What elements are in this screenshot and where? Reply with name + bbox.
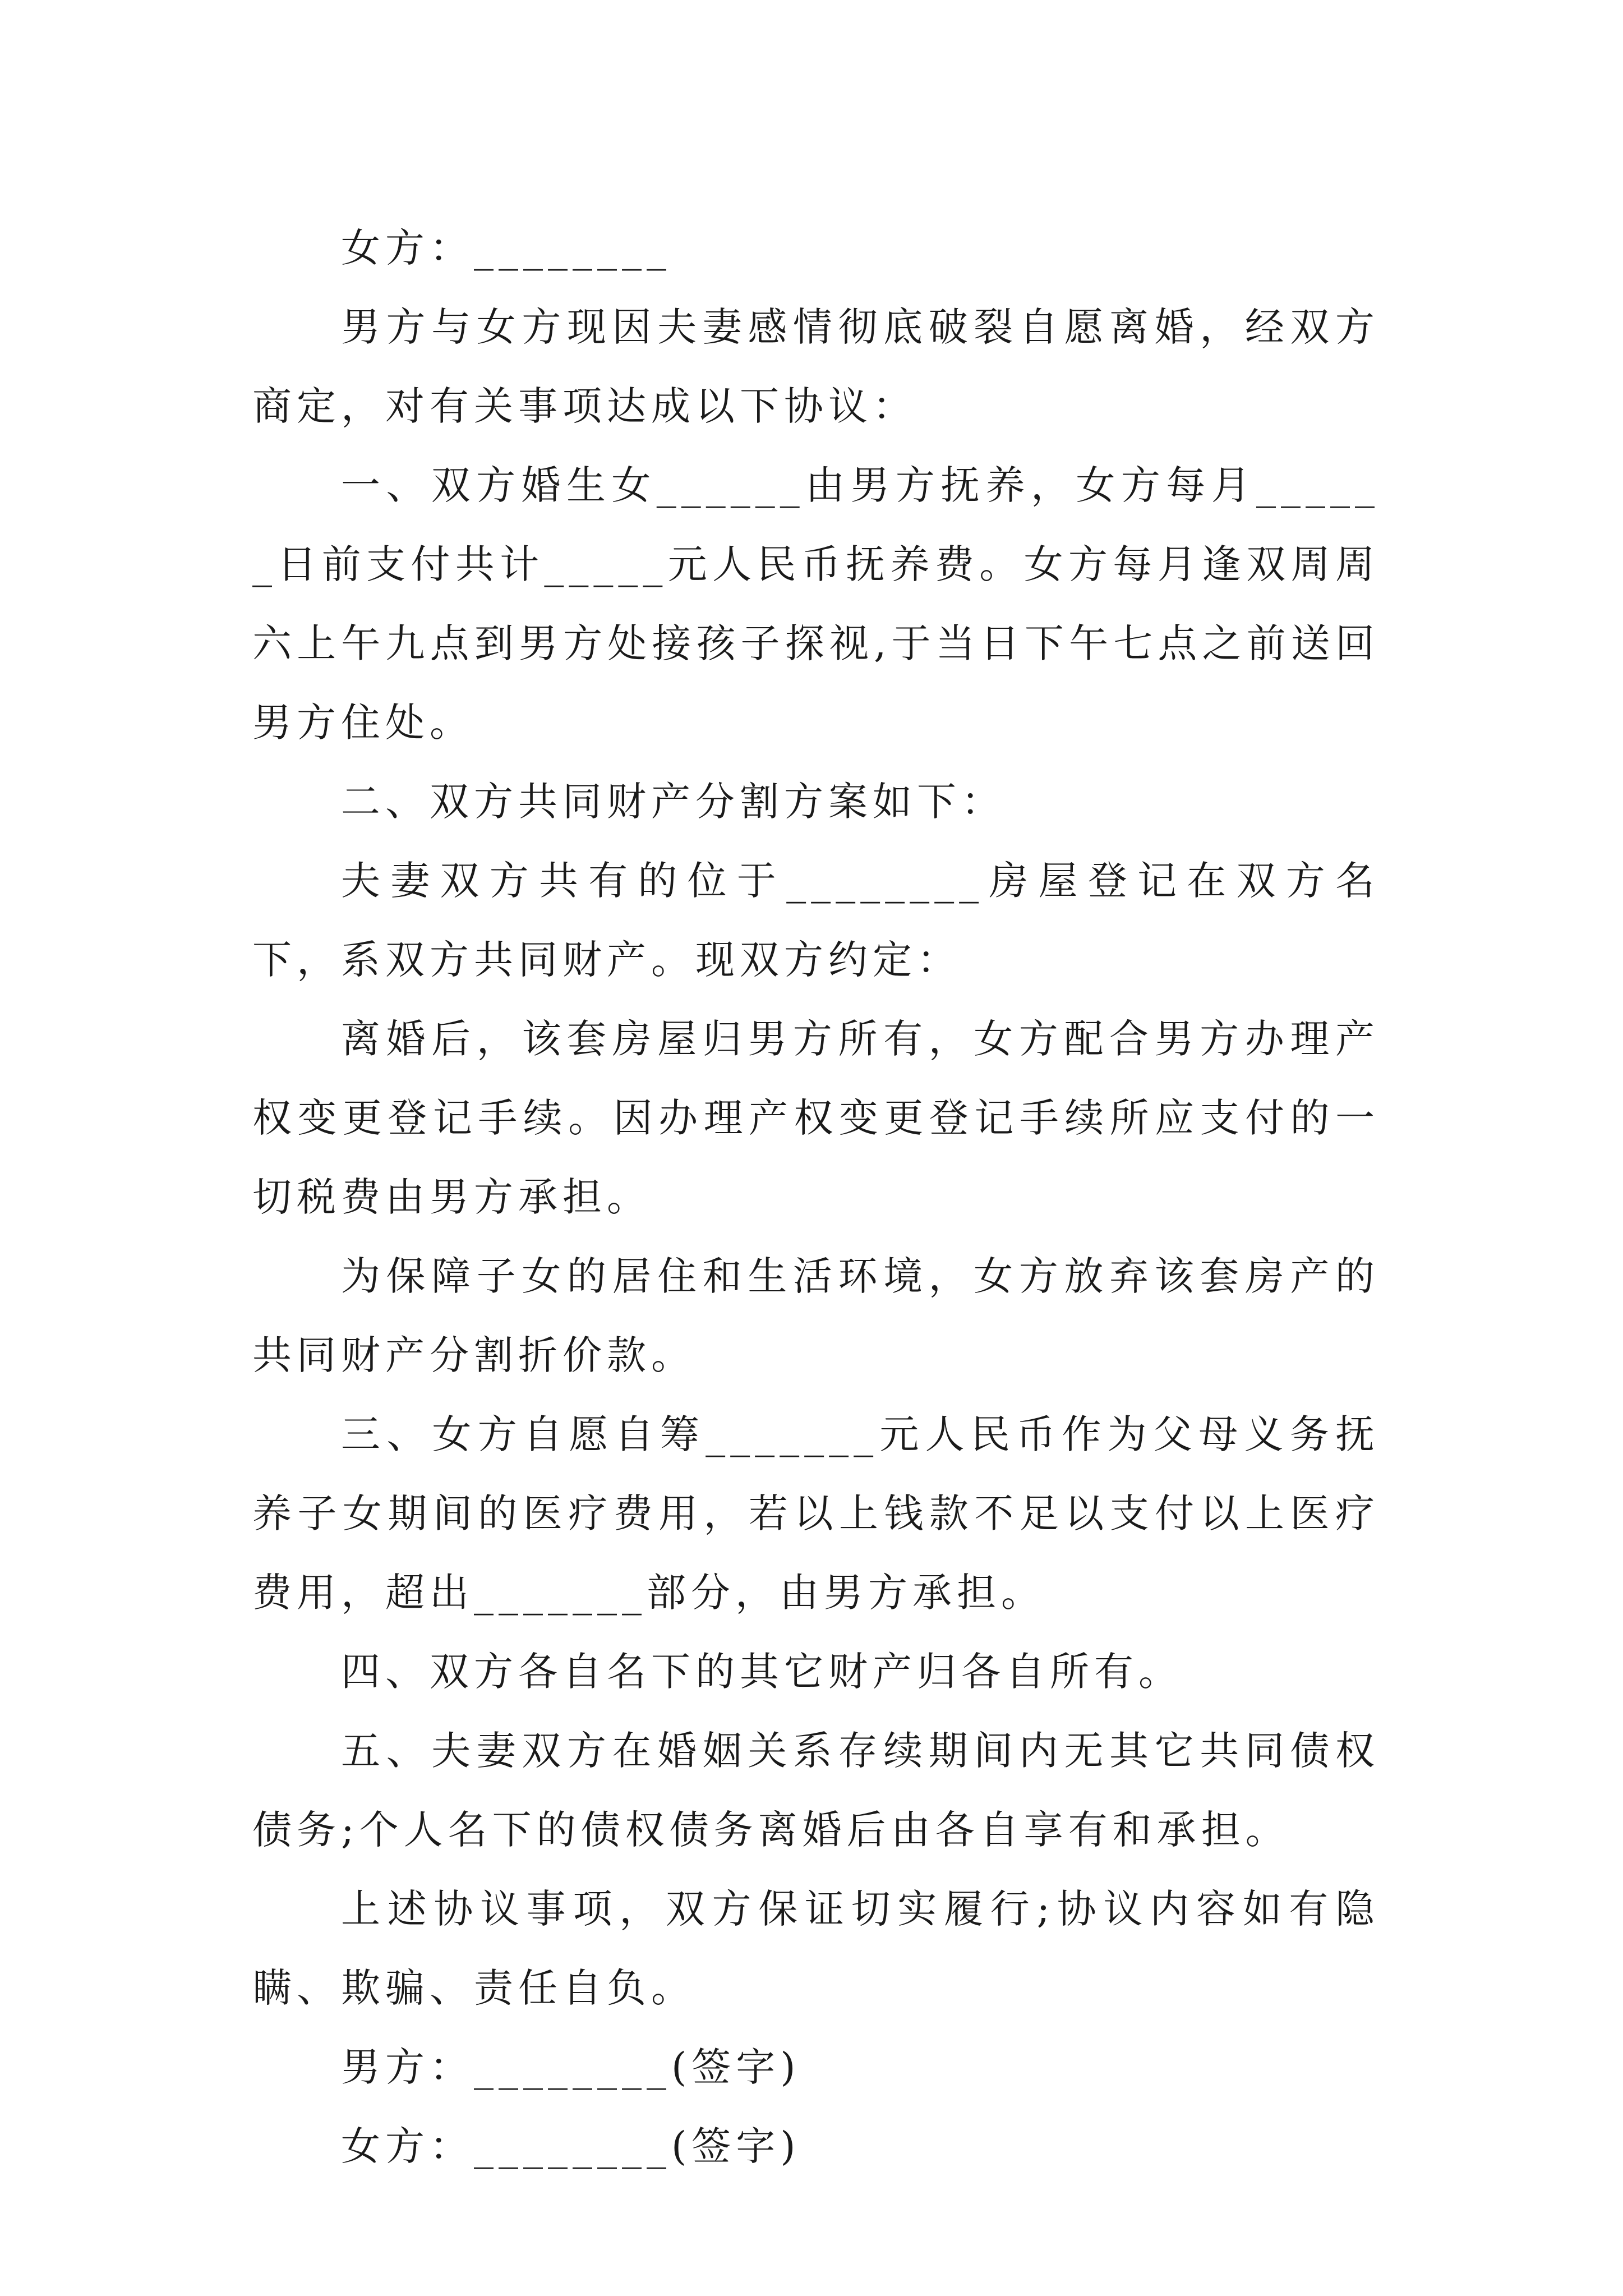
female-party-line: 女方：________	[341, 225, 671, 271]
clause-2-property: 夫妻双方共有的位于________房屋登记在双方名下，系双方共同财产。现双方约定：	[252, 858, 1380, 983]
clause-2-heading: 二、双方共同财产分割方案如下：	[341, 779, 1006, 825]
intro-paragraph: 男方与女方现因夫妻感情彻底破裂自愿离婚，经双方商定，对有关事项达成以下协议：	[252, 304, 1380, 429]
male-signature-line: 男方：________(签字)	[341, 2044, 801, 2090]
clause-2-waiver: 为保障子女的居住和生活环境，女方放弃该套房产的共同财产分割折价款。	[252, 1253, 1380, 1378]
agreement-body	[252, 209, 1380, 2186]
clause-5-debts: 五、夫妻双方在婚姻关系存续期间内无其它共同债权债务;个人名下的债权债务离婚后由各自享有和承担。	[252, 1728, 1380, 1853]
clause-2-after-divorce: 离婚后，该套房屋归男方所有，女方配合男方办理产权变更登记手续。因办理产权变更登记手续所应支付的一切税费由男方承担。	[252, 1016, 1380, 1220]
clause-4-other-property: 四、双方各自名下的其它财产归各自所有。	[341, 1649, 1183, 1695]
female-signature-line: 女方：________(签字)	[341, 2123, 801, 2169]
clause-3-medical: 三、女方自愿自筹_______元人民币作为父母义务抚养子女期间的医疗费用，若以上钱款不足以支付以上医疗费用，超出_______部分，由男方承担。	[252, 1411, 1380, 1616]
guarantee-paragraph: 上述协议事项，双方保证切实履行;协议内容如有隐瞒、欺骗、责任自负。	[252, 1886, 1380, 2011]
clause-1-custody: 一、双方婚生女______由男方抚养，女方每月______日前支付共计_____元人民币抚养费。女方每月逢双周周六上午九点到男方处接孩子探视,于当日下午七点之前送回男方住处。	[252, 462, 1380, 746]
